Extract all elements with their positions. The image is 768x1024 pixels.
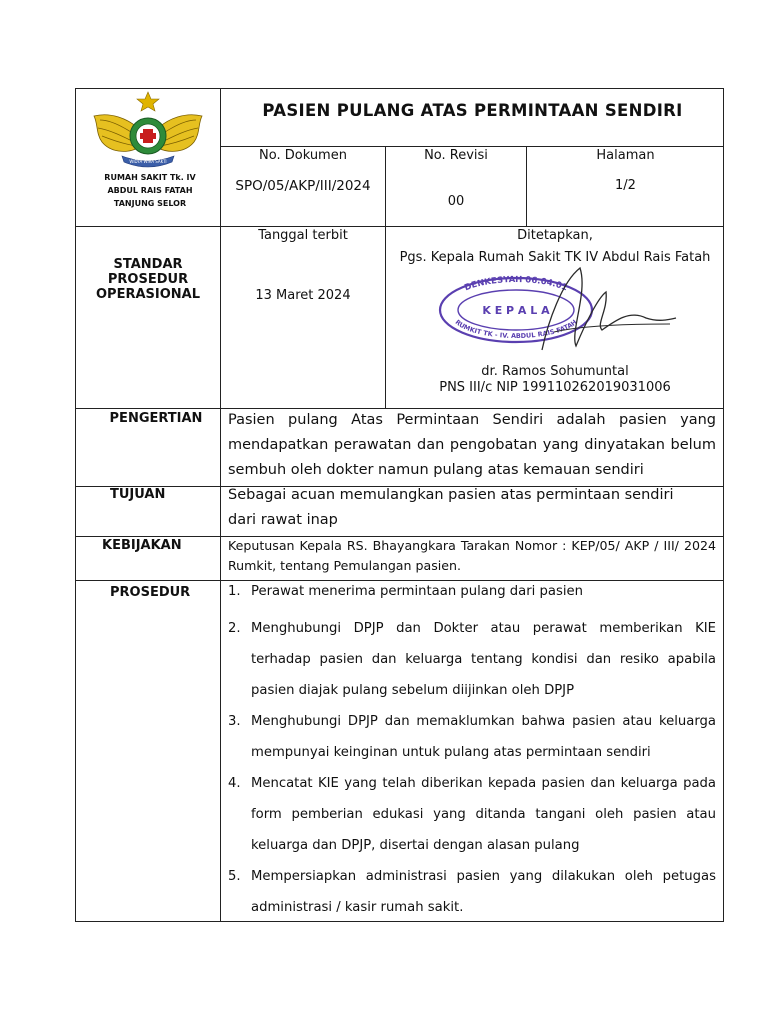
row-divider bbox=[75, 580, 724, 581]
page-label: Halaman bbox=[596, 148, 655, 163]
doc-number-label: No. Dokumen bbox=[259, 148, 347, 163]
policy-text: Keputusan Kepala RS. Bhayangkara Tarakan Nomor : KEP/05/ AKP / III/ 2024 Rumkit, tentang Pemulangan pasien. bbox=[228, 538, 716, 573]
sop-label-line: OPERASIONAL bbox=[95, 287, 200, 302]
sop-label bbox=[76, 257, 220, 302]
step-number: 5. bbox=[228, 869, 241, 884]
hospital-name-line: ABDUL RAIS FATAH bbox=[107, 186, 193, 195]
procedure-step bbox=[228, 706, 716, 768]
definition-text: Pasien pulang Atas Permintaan Sendiri adalah pasien yang mendapatkan perawatan dan pengobatan yang dinyatakan belum sembuh oleh dokter namun pulang atas kemauan sendiri bbox=[228, 412, 716, 478]
procedure-step bbox=[228, 584, 716, 600]
revision-value: 00 bbox=[447, 194, 465, 209]
star-icon bbox=[137, 92, 159, 111]
sop-label-line: PROSEDUR bbox=[107, 272, 189, 287]
procedure-step bbox=[228, 613, 716, 706]
step-number: 1. bbox=[228, 584, 241, 599]
signature bbox=[542, 268, 676, 350]
procedure-label: PROSEDUR bbox=[110, 585, 191, 600]
sop-label-line: STANDAR bbox=[113, 257, 183, 272]
issued-date: 13 Maret 2024 bbox=[255, 288, 351, 303]
stamp-center-text: K E P A L A bbox=[482, 304, 550, 317]
approver-title: Pgs. Kepala Rumah Sakit TK IV Abdul Rais Fatah bbox=[399, 250, 711, 265]
stamp-top-text: DENKESYAH 06.04.01 bbox=[463, 274, 569, 294]
hospital-name-line: RUMAH SAKIT Tk. IV bbox=[104, 173, 196, 182]
logo-motto: WIDYA WIRA SAKTI bbox=[129, 159, 167, 164]
approved-label: Ditetapkan, bbox=[517, 228, 593, 243]
step-text: Mempersiapkan administrasi pasien yang dilakukan oleh petugas administrasi / kasir rumah sakit. bbox=[251, 869, 716, 915]
procedure-step bbox=[228, 861, 716, 923]
revision-label: No. Revisi bbox=[424, 148, 488, 163]
document-title: PASIEN PULANG ATAS PERMINTAAN SENDIRI bbox=[262, 101, 683, 120]
hospital-logo bbox=[88, 90, 208, 170]
page-value: 1/2 bbox=[615, 178, 636, 193]
purpose-label: TUJUAN bbox=[110, 487, 166, 502]
column-divider bbox=[220, 88, 221, 922]
step-number: 2. bbox=[228, 621, 241, 636]
policy-label: KEBIJAKAN bbox=[102, 538, 182, 553]
issued-label: Tanggal terbit bbox=[258, 228, 348, 243]
step-text: Mencatat KIE yang telah diberikan kepada pasien dan keluarga pada form pemberian edukasi yang ditanda tangani oleh pasien atau keluarga dan DPJP, disertai dengan alasan pulang bbox=[251, 776, 716, 853]
official-stamp bbox=[430, 262, 690, 362]
stamp-bottom-text: RUMKIT TK - IV. ABDUL RAIS FATAH bbox=[453, 318, 579, 341]
definition-label: PENGERTIAN bbox=[109, 411, 203, 426]
step-text: Perawat menerima permintaan pulang dari pasien bbox=[251, 584, 583, 599]
row-divider bbox=[75, 226, 724, 227]
approver-id: PNS III/c NIP 19911026201903100​6 bbox=[439, 380, 671, 395]
hospital-name bbox=[80, 171, 220, 210]
row-divider bbox=[220, 146, 724, 147]
step-text: Menghubungi DPJP dan Dokter atau perawat memberikan KIE terhadap pasien dan keluarga tentang kondisi dan resiko apabila pasien diajak pulang sebelum diijinkan oleh DPJP bbox=[251, 621, 716, 698]
purpose-text: Sebagai acuan memulangkan pasien atas permintaan sendiri dari rawat inap bbox=[228, 487, 674, 528]
step-number: 4. bbox=[228, 776, 241, 791]
step-text: Menghubungi DPJP dan memaklumkan bahwa pasien atau keluarga mempunyai keinginan untuk pulang atas permintaan sendiri bbox=[251, 714, 716, 760]
step-number: 3. bbox=[228, 714, 241, 729]
procedure-steps bbox=[228, 584, 716, 923]
hospital-name-line: TANJUNG SELOR bbox=[113, 199, 187, 208]
doc-number-value: SPO/05/AKP/III/2024 bbox=[235, 178, 371, 194]
approver-name: dr. Ramos Sohumuntal bbox=[481, 364, 629, 379]
procedure-step bbox=[228, 768, 716, 861]
